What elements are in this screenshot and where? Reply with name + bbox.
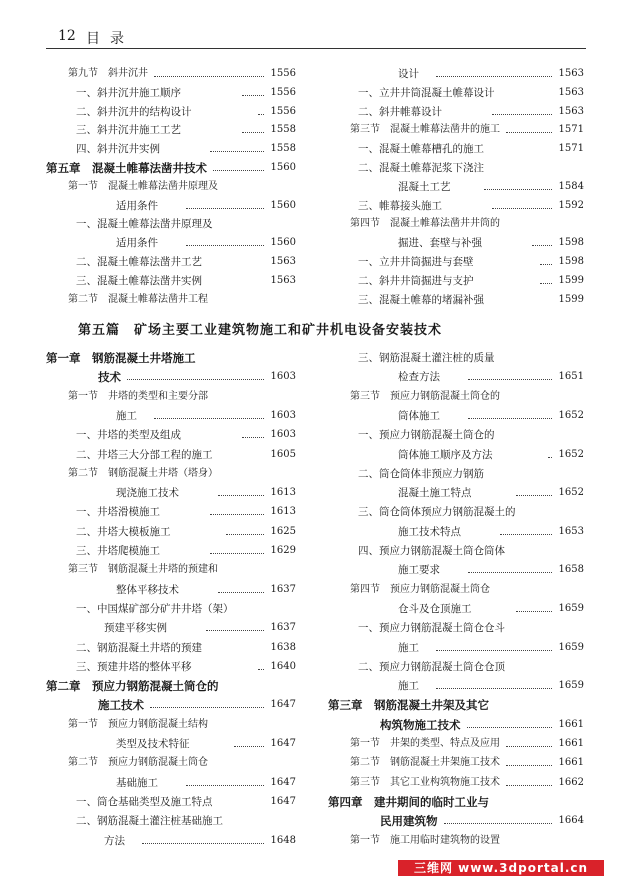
toc-entry-title: 构筑物施工技术	[380, 717, 461, 732]
toc-entry	[328, 198, 584, 214]
toc-entry-title: 一、中国煤矿部分矿井井塔（架）	[76, 602, 234, 615]
toc-entry-title: 三、井塔爬模施工	[76, 545, 160, 557]
toc-entry	[46, 659, 296, 675]
toc-entry	[328, 620, 584, 636]
toc-entry	[328, 485, 584, 501]
toc-entry-title: 三、帷幕接头施工	[358, 199, 442, 212]
toc-entry	[328, 179, 584, 195]
toc-entry-title: 技术	[98, 370, 121, 385]
toc-page-number: 1637	[270, 622, 296, 634]
toc-entry-title: 施工技术特点	[398, 525, 461, 538]
toc-page-number: 1558	[270, 124, 296, 136]
toc-entry	[328, 141, 584, 157]
toc-entry-title: 施工	[398, 680, 419, 693]
toc-page-number: 1638	[270, 641, 296, 653]
dot-leader	[468, 379, 552, 380]
toc-entry	[46, 408, 296, 424]
dot-leader	[154, 76, 264, 77]
toc-page-number: 1558	[270, 143, 296, 155]
toc-entry-title: 一、立井井筒掘进与套壁	[358, 256, 474, 268]
toc-entry	[46, 292, 296, 308]
page-header	[46, 28, 586, 46]
toc-page-number: 1556	[270, 105, 296, 117]
toc-entry-title: 整体平移技术	[116, 583, 179, 596]
toc-entry-title: 第一节 井架的类型、特点及应用	[350, 738, 500, 749]
toc-entry-title: 二、混凝土帷幕泥浆下浇注	[358, 162, 484, 174]
running-title: 目录	[86, 31, 134, 47]
toc-entry-title: 第一节 预应力钢筋混凝土结构	[68, 718, 208, 730]
toc-entry-title: 四、预应力钢筋混凝土筒仓筒体	[358, 545, 505, 557]
dot-leader	[186, 208, 264, 209]
toc-entry	[46, 85, 296, 101]
toc-entry	[328, 524, 584, 540]
dot-leader	[500, 534, 552, 535]
toc-entry-title: 一、立井井筒混凝土帷幕设计	[358, 86, 495, 99]
toc-entry	[328, 408, 584, 424]
toc-entry-title: 第一章 钢筋混凝土井塔施工	[46, 351, 196, 365]
toc-entry-title: 三、预建井塔的整体平移	[76, 660, 192, 673]
toc-page-number: 1648	[270, 834, 296, 846]
toc-entry	[328, 369, 584, 385]
toc-entry	[46, 427, 296, 443]
toc-entry-title: 第三节 钢筋混凝土井塔的预建和	[68, 564, 218, 576]
dot-leader	[492, 208, 552, 209]
toc-entry-title: 第一节 施工用临时建筑物的设置	[350, 834, 500, 846]
toc-page-number: 1661	[558, 718, 584, 730]
toc-entry	[46, 717, 296, 733]
toc-entry	[328, 659, 584, 675]
toc-entry-title: 第九节 斜井沉井	[68, 68, 148, 79]
dot-leader	[242, 437, 264, 438]
toc-page-number: 1613	[270, 487, 296, 499]
toc-entry	[46, 216, 296, 232]
toc-page-number: 1571	[558, 143, 584, 155]
toc-entry-title: 混凝土施工特点	[398, 487, 472, 500]
toc-entry	[328, 427, 584, 443]
toc-page-number: 1661	[558, 738, 584, 749]
toc-entry	[46, 640, 296, 656]
toc-entry-title: 二、钢筋混凝土灌注桩基础施工	[76, 815, 223, 828]
toc-entry-title: 第三节 混凝土帷幕法凿井的施工	[350, 124, 500, 136]
toc-entry-title: 一、井塔滑模施工	[76, 506, 160, 519]
toc-entry	[328, 813, 584, 829]
toc-page-number: 1592	[558, 199, 584, 211]
toc-entry-title: 检查方法	[398, 371, 440, 384]
toc-entry	[46, 122, 296, 138]
toc-entry-title: 三、混凝土帷幕法凿井实例	[76, 274, 202, 287]
toc-page-number: 1563	[558, 68, 584, 79]
toc-page-number: 1637	[270, 583, 296, 595]
toc-entry-title: 第一节 混凝土帷幕法凿井原理及	[68, 180, 218, 192]
toc-entry	[46, 697, 296, 713]
toc-entry	[328, 755, 584, 771]
dot-leader	[142, 843, 264, 844]
dot-leader	[213, 170, 264, 171]
toc-entry	[46, 755, 296, 771]
dot-leader	[548, 457, 552, 458]
toc-entry	[328, 104, 584, 120]
toc-page-number: 1647	[270, 699, 296, 711]
toc-entry-title: 一、斜井沉井施工顺序	[76, 86, 181, 99]
dot-leader	[210, 151, 264, 152]
toc-entry-title: 第四节 预应力钢筋混凝土筒仓	[350, 583, 490, 595]
toc-page-number: 1603	[270, 371, 296, 383]
toc-entry-title: 二、井塔三大分部工程的施工	[76, 448, 213, 461]
toc-page-number: 1603	[270, 409, 296, 421]
toc-entry	[46, 350, 296, 366]
toc-page-number: 1563	[270, 256, 296, 267]
dot-leader	[516, 495, 552, 496]
toc-entry	[328, 254, 584, 270]
toc-entry	[328, 160, 584, 176]
dot-leader	[218, 495, 264, 496]
toc-entry	[46, 160, 296, 176]
toc-page-number: 1584	[558, 180, 584, 192]
header-rule	[46, 48, 586, 49]
toc-entry	[46, 620, 296, 636]
toc-page-number: 1563	[270, 274, 296, 286]
toc-page-number: 1613	[270, 506, 296, 518]
toc-entry	[328, 562, 584, 578]
toc-entry-title: 二、混凝土帷幕法凿井工艺	[76, 256, 202, 268]
toc-page-number: 1603	[270, 429, 296, 441]
toc-page-number: 1659	[558, 641, 584, 653]
dot-leader	[242, 132, 264, 133]
dot-leader	[444, 823, 553, 824]
dot-leader	[210, 553, 264, 554]
dot-leader	[506, 785, 552, 786]
toc-page-number: 1652	[558, 448, 584, 460]
toc-entry	[328, 350, 584, 366]
toc-entry-title: 一、筒仓基础类型及施工特点	[76, 795, 213, 808]
toc-entry-title: 二、预应力钢筋混凝土筒仓仓顶	[358, 660, 505, 673]
toc-entry-title: 第四章 建井期间的临时工业与	[328, 794, 489, 809]
toc-entry-title: 适用条件	[116, 237, 158, 250]
toc-page-number: 1661	[558, 757, 584, 769]
toc-page-number: 1599	[558, 293, 584, 305]
toc-entry	[46, 562, 296, 578]
dot-leader	[467, 727, 553, 728]
toc-entry	[46, 813, 296, 829]
toc-page-number: 1662	[558, 776, 584, 788]
toc-entry-title: 掘进、套壁与补强	[398, 237, 482, 250]
toc-entry-title: 一、井塔的类型及组成	[76, 429, 181, 442]
dot-leader	[242, 95, 264, 96]
toc-entry	[46, 775, 296, 791]
toc-entry	[328, 543, 584, 559]
toc-entry	[328, 717, 584, 733]
toc-entry	[46, 179, 296, 195]
toc-entry-title: 二、斜井沉井的结构设计	[76, 105, 192, 118]
page-number: 12	[58, 28, 76, 44]
toc-entry-title: 二、斜井井筒掘进与支护	[358, 274, 474, 287]
toc-page-number: 1556	[270, 68, 296, 79]
toc-entry-title: 一、混凝土帷幕槽孔的施工	[358, 143, 484, 156]
toc-entry-title: 第二节 混凝土帷幕法凿井工程	[68, 293, 208, 305]
toc-entry	[46, 678, 296, 694]
dot-leader	[206, 630, 264, 631]
toc-entry	[46, 273, 296, 289]
toc-entry	[328, 582, 584, 598]
toc-entry	[46, 235, 296, 251]
toc-entry	[46, 582, 296, 598]
toc-entry	[46, 543, 296, 559]
toc-entry-title: 设计	[398, 68, 419, 80]
toc-entry-title: 混凝土工艺	[398, 180, 451, 193]
toc-entry-title: 二、斜井帷幕设计	[358, 105, 442, 118]
toc-entry-title: 三、混凝土帷幕的堵漏补强	[358, 293, 484, 306]
toc-entry	[46, 447, 296, 463]
dot-leader	[540, 283, 552, 284]
toc-entry-title: 一、预应力钢筋混凝土筒仓的	[358, 429, 495, 442]
toc-entry	[328, 775, 584, 791]
dot-leader	[127, 379, 264, 380]
toc-entry	[328, 504, 584, 520]
toc-entry	[328, 601, 584, 617]
toc-entry	[328, 640, 584, 656]
toc-entry-title: 施工	[398, 641, 419, 654]
toc-entry-title: 第三节 预应力钢筋混凝土筒仓的	[350, 390, 500, 402]
toc-page-number: 1640	[270, 660, 296, 672]
dot-leader	[258, 669, 264, 670]
toc-page-number: 1647	[270, 776, 296, 788]
dot-leader	[154, 418, 264, 419]
toc-entry-title: 民用建筑物	[380, 814, 438, 829]
toc-page-number: 1625	[270, 525, 296, 537]
toc-entry	[46, 66, 296, 82]
toc-page-number: 1556	[270, 86, 296, 98]
toc-entry	[328, 216, 584, 232]
toc-entry-title: 基础施工	[116, 776, 158, 789]
dot-leader	[258, 114, 264, 115]
toc-entry	[46, 833, 296, 849]
toc-page-number: 1659	[558, 680, 584, 692]
toc-page-number: 1651	[558, 371, 584, 383]
toc-entry-title: 第四节 混凝土帷幕法凿井井筒的	[350, 218, 500, 230]
toc-entry	[46, 198, 296, 214]
toc-entry	[46, 369, 296, 385]
part-title: 第五篇 矿场主要工业建筑物施工和矿井机电设备安装技术	[78, 323, 443, 338]
toc-entry-title: 现浇施工技术	[116, 487, 179, 500]
toc-entry-title: 第三章 钢筋混凝土井架及其它	[328, 698, 489, 713]
toc-page-number: 1560	[270, 237, 296, 249]
toc-page-number: 1652	[558, 409, 584, 421]
toc-entry-title: 适用条件	[116, 199, 158, 212]
dot-leader	[436, 688, 552, 689]
toc-entry-title: 三、筒仓筒体预应力钢筋混凝土的	[358, 506, 516, 519]
toc-entry-title: 二、井塔大模板施工	[76, 525, 171, 538]
toc-entry-title: 类型及技术特征	[116, 738, 190, 750]
dot-leader	[218, 592, 264, 593]
toc-entry	[46, 601, 296, 617]
toc-entry-title: 第二章 预应力钢筋混凝土筒仓的	[46, 679, 219, 694]
dot-leader	[234, 746, 264, 747]
toc-page-number: 1653	[558, 525, 584, 537]
toc-entry-title: 筒体施工	[398, 409, 440, 422]
toc-entry-title: 第三节 其它工业构筑物施工技术	[350, 776, 500, 788]
toc-entry	[46, 254, 296, 270]
toc-entry-title: 一、预应力钢筋混凝土筒仓仓斗	[358, 622, 505, 635]
toc-entry	[328, 85, 584, 101]
toc-entry	[328, 794, 584, 810]
toc-entry-title: 筒体施工顺序及方法	[398, 448, 493, 461]
toc-page-number: 1647	[270, 738, 296, 749]
dot-leader	[436, 76, 552, 77]
dot-leader	[506, 746, 552, 747]
toc-entry	[46, 485, 296, 501]
dot-leader	[468, 418, 552, 419]
dot-leader	[492, 114, 552, 115]
toc-page-number: 1658	[558, 564, 584, 576]
toc-entry-title: 方法	[104, 834, 125, 847]
toc-page-number: 1647	[270, 795, 296, 807]
toc-page-number: 1652	[558, 487, 584, 499]
dot-leader	[186, 785, 264, 786]
toc-entry	[46, 389, 296, 405]
toc-entry-title: 施工技术	[98, 698, 144, 713]
toc-entry	[328, 833, 584, 849]
toc-entry	[46, 466, 296, 482]
dot-leader	[226, 534, 264, 535]
dot-leader	[484, 189, 552, 190]
toc-entry	[328, 736, 584, 752]
toc-entry	[46, 524, 296, 540]
dot-leader	[506, 132, 552, 133]
toc-entry	[46, 104, 296, 120]
toc-page-number: 1664	[558, 815, 584, 827]
toc-entry-title: 施工要求	[398, 564, 440, 577]
dot-leader	[532, 245, 552, 246]
toc-entry	[328, 697, 584, 713]
dot-leader	[436, 650, 552, 651]
dot-leader	[516, 611, 552, 612]
toc-entry	[328, 292, 584, 308]
toc-entry-title: 三、钢筋混凝土灌注桩的质量	[358, 352, 495, 364]
toc-entry	[328, 389, 584, 405]
toc-page-number: 1560	[270, 162, 296, 173]
dot-leader	[506, 765, 552, 766]
toc-entry	[328, 678, 584, 694]
toc-entry-title: 一、混凝土帷幕法凿井原理及	[76, 218, 213, 231]
toc-entry	[328, 466, 584, 482]
toc-page-number: 1571	[558, 124, 584, 136]
toc-entry-title: 二、钢筋混凝土井塔的预建	[76, 641, 202, 654]
toc-entry	[328, 235, 584, 251]
toc-page-number: 1629	[270, 545, 296, 556]
toc-entry	[328, 66, 584, 82]
toc-entry	[46, 794, 296, 810]
toc-entry-title: 第五章 混凝土帷幕法凿井技术	[46, 161, 207, 175]
watermark: 三维网 www.3dportal.cn	[398, 860, 604, 876]
toc-entry-title: 第二节 预应力钢筋混凝土筒仓	[68, 757, 208, 769]
toc-page-number: 1563	[558, 105, 584, 117]
toc-entry	[46, 141, 296, 157]
toc-entry-title: 施工	[116, 409, 137, 422]
toc-page-number: 1598	[558, 237, 584, 249]
dot-leader	[186, 245, 264, 246]
toc-entry	[328, 122, 584, 138]
toc-entry-title: 第二节 钢筋混凝土井塔（塔身）	[68, 467, 218, 479]
toc-entry	[46, 736, 296, 752]
toc-page-number: 1599	[558, 274, 584, 286]
toc-page-number: 1598	[558, 256, 584, 267]
toc-page-number: 1563	[558, 86, 584, 98]
dot-leader	[210, 514, 264, 515]
toc-entry	[46, 504, 296, 520]
toc-page-number: 1560	[270, 199, 296, 211]
dot-leader	[468, 572, 552, 573]
dot-leader	[540, 264, 552, 265]
toc-entry-title: 第二节 钢筋混凝土井架施工技术	[350, 757, 500, 769]
toc-entry	[328, 447, 584, 463]
toc-entry	[328, 273, 584, 289]
dot-leader	[150, 707, 264, 708]
toc-page-number: 1659	[558, 602, 584, 614]
toc-entry-title: 三、斜井沉井施工工艺	[76, 124, 181, 137]
toc-entry-title: 仓斗及仓顶施工	[398, 602, 472, 615]
toc-entry-title: 四、斜井沉井实例	[76, 143, 160, 156]
toc-entry-title: 预建平移实例	[104, 622, 167, 635]
toc-entry-title: 二、筒仓筒体非预应力钢筋	[358, 467, 484, 480]
toc-page-number: 1605	[270, 448, 296, 460]
toc-entry-title: 第一节 井塔的类型和主要分部	[68, 390, 208, 402]
